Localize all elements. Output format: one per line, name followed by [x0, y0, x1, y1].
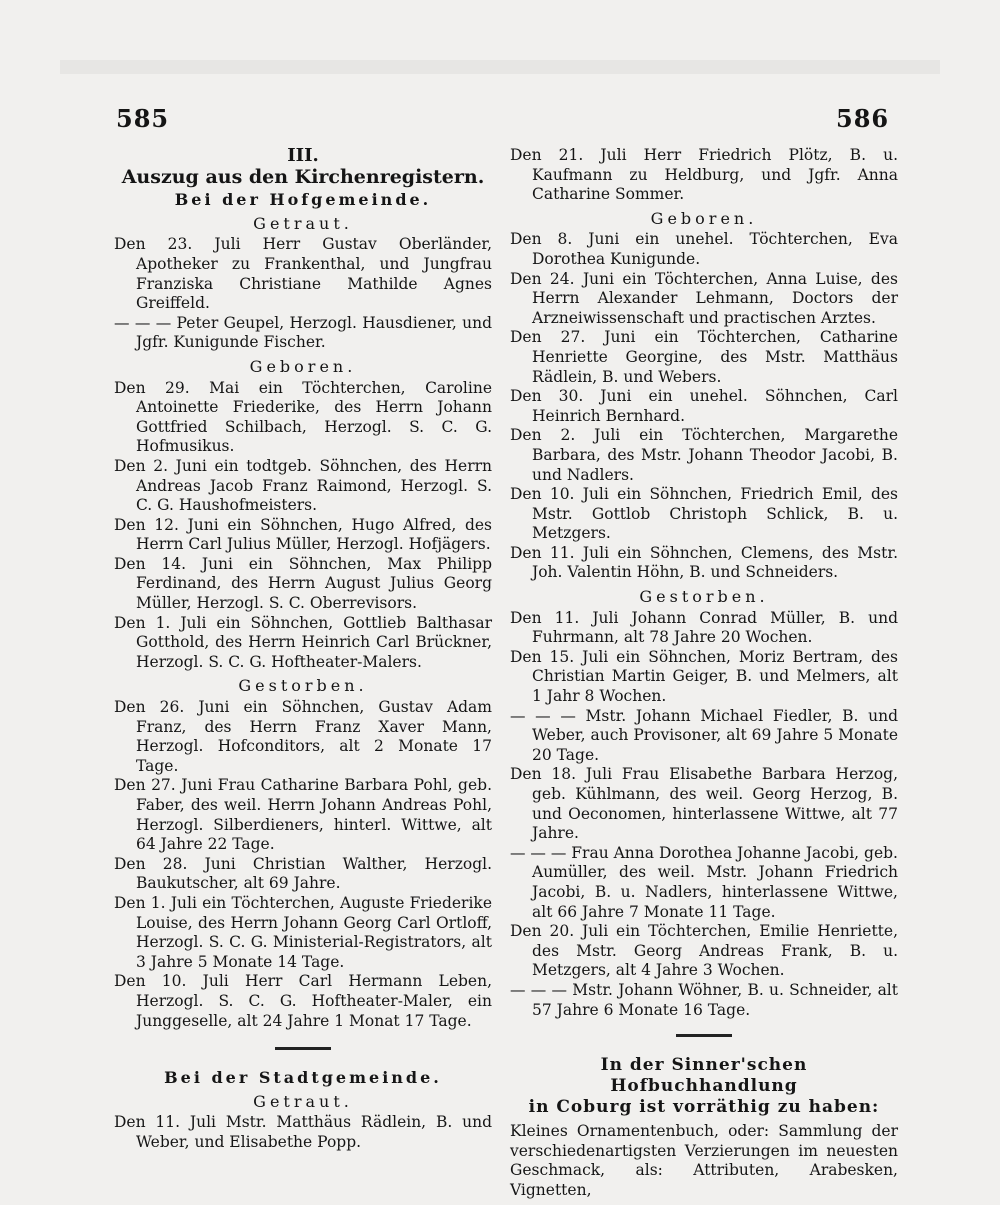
bookshop-notice-subtitle: in Coburg ist vorräthig zu haben:	[528, 1097, 880, 1118]
register-entry: Den 12. Juni ein Söhnchen, Hugo Alfred, des Herrn Carl Julius Müller, Herzogl. Hofjägers.	[114, 515, 492, 554]
register-entry: — — — Mstr. Johann Wöhner, B. u. Schneider, alt 57 Jahre 6 Monate 16 Tage.	[510, 980, 898, 1019]
hofgemeinde-heading: Bei der Hofgemeinde.	[174, 190, 432, 210]
left-column	[114, 146, 492, 1153]
section-number: III.	[287, 145, 319, 166]
register-entry: — — — Peter Geupel, Herzogl. Hausdiener, und Jgfr. Kunigunde Fischer.	[114, 313, 492, 352]
register-entry: Den 2. Juli ein Töchterchen, Margarethe Barbara, des Mstr. Johann Theodor Jacobi, B. und Nadlers.	[510, 426, 898, 484]
register-entry: Den 8. Juni ein unehel. Töchterchen, Eva Dorothea Kunigunde.	[510, 230, 898, 268]
page-number-right: 586	[836, 104, 890, 133]
section-divider	[676, 1034, 732, 1037]
right-column	[510, 146, 898, 1201]
section-divider	[275, 1047, 331, 1050]
register-entry: Den 29. Mai ein Töchterchen, Caroline Antoinette Friederike, des Herrn Johann Gottfried Schilbach, Herzogl. S. C. G. Hofmusikus.	[114, 378, 492, 456]
register-entry: Den 23. Juli Herr Gustav Oberländer, Apotheker zu Frankenthal, und Jungfrau Franziska Christiane Mathilde Agnes Greiffeld.	[114, 235, 492, 313]
register-entry: Den 1. Juli ein Töchterchen, Auguste Friederike Louise, des Herrn Johann Georg Carl Ortloff, Herzogl. S. C. G. Ministerial-Registrators, alt 3 Jahre 5 Monate 14 Tage.	[114, 893, 492, 971]
bleed-through-shadow	[60, 60, 940, 74]
register-entry: Den 20. Juli ein Töchterchen, Emilie Henriette, des Mstr. Georg Andreas Frank, B. u. Metzgers, alt 4 Jahre 3 Wochen.	[510, 922, 898, 980]
getraut-heading: Getraut.	[253, 213, 353, 233]
register-entry: Den 28. Juni Christian Walther, Herzogl. Baukutscher, alt 69 Jahre.	[114, 854, 492, 893]
bookshop-notice-title: In der Sinner'schen Hofbuchhandlung	[600, 1055, 808, 1097]
register-entry: Den 26. Juni ein Söhnchen, Gustav Adam Franz, des Herrn Franz Xaver Mann, Herzogl. Hofconditors, alt 2 Monate 17 Tage.	[114, 698, 492, 775]
register-entry: Den 15. Juli ein Söhnchen, Moriz Bertram, des Christian Martin Geiger, B. und Melmers, alt 1 Jahr 8 Wochen.	[510, 647, 898, 706]
geboren-heading: Geboren.	[650, 208, 758, 228]
register-entry: Den 1. Juli ein Söhnchen, Gottlieb Balthasar Gotthold, des Herrn Heinrich Carl Brückner, Herzogl. S. C. G. Hoftheater-Malers.	[114, 613, 492, 671]
register-entry: Den 27. Juni ein Töchterchen, Catharine Henriette Georgine, des Mstr. Matthäus Rädlein, B. und Webers.	[510, 328, 898, 386]
register-entry: Den 11. Juli ein Söhnchen, Clemens, des Mstr. Joh. Valentin Höhn, B. und Schneiders.	[510, 543, 898, 582]
register-entry: Den 10. Juli ein Söhnchen, Friedrich Emil, des Mstr. Gottlob Christoph Schlick, B. u. Metzgers.	[510, 485, 898, 543]
register-entry: Den 11. Juli Johann Conrad Müller, B. und Fuhrmann, alt 78 Jahre 20 Wochen.	[510, 608, 898, 647]
stadtgemeinde-heading: Bei der Stadtgemeinde.	[164, 1068, 442, 1088]
register-entry: — — — Mstr. Johann Michael Fiedler, B. und Weber, auch Provisoner, alt 69 Jahre 5 Monate 20 Tage.	[510, 706, 898, 764]
bookshop-notice-body: Kleines Ornamentenbuch, oder: Sammlung der verschiedenartigsten Verzierungen im neuesten Geschmack, als: Attributen, Arabesken, Vignetten,	[510, 1122, 898, 1199]
geboren-heading: Geboren.	[249, 356, 357, 376]
register-entry: Den 18. Juli Frau Elisabethe Barbara Herzog, geb. Kühlmann, des weil. Georg Herzog, B. und Oeconomen, hinterlassene Wittwe, alt 77 Jahre.	[510, 765, 898, 843]
register-entry: — — — Frau Anna Dorothea Johanne Jacobi, geb. Aumüller, des weil. Mstr. Johann Friedrich Jacobi, B. u. Nadlers, hinterlassene Wittwe, alt 66 Jahre 7 Monate 11 Tage.	[510, 843, 898, 921]
register-entry: Den 11. Juli Mstr. Matthäus Rädlein, B. und Weber, und Elisabethe Popp.	[114, 1113, 492, 1151]
register-entry: Den 14. Juni ein Söhnchen, Max Philipp Ferdinand, des Herrn August Julius Georg Müller, Herzogl. S. C. Oberrevisors.	[114, 554, 492, 613]
register-entry: Den 10. Juli Herr Carl Hermann Leben, Herzogl. S. C. G. Hoftheater-Maler, ein Junggeselle, alt 24 Jahre 1 Monat 17 Tage.	[114, 972, 492, 1030]
register-entry: Den 27. Juni Frau Catharine Barbara Pohl, geb. Faber, des weil. Herrn Johann Andreas Pohl, Herzogl. Silberdieners, hinterl. Wittwe, alt 64 Jahre 22 Tage.	[114, 776, 492, 854]
gestorben-heading: Gestorben.	[238, 676, 368, 696]
page-number-left: 585	[116, 104, 170, 133]
register-entry: Den 2. Juni ein todtgeb. Söhnchen, des Herrn Andreas Jacob Franz Raimond, Herzogl. S. C. G. Haushofmeisters.	[114, 456, 492, 515]
register-entry: Den 21. Juli Herr Friedrich Plötz, B. u. Kaufmann zu Heldburg, und Jgfr. Anna Catharine Sommer.	[510, 146, 898, 204]
gestorben-heading: Gestorben.	[639, 587, 769, 607]
register-entry: Den 30. Juni ein unehel. Söhnchen, Carl Heinrich Bernhard.	[510, 387, 898, 425]
section-title: Auszug aus den Kirchenregistern.	[121, 165, 485, 188]
register-entry: Den 24. Juni ein Töchterchen, Anna Luise, des Herrn Alexander Lehmann, Doctors der Arzneiwissenschaft und practischen Arztes.	[510, 269, 898, 327]
stadt-getraut-heading: Getraut.	[253, 1091, 353, 1111]
